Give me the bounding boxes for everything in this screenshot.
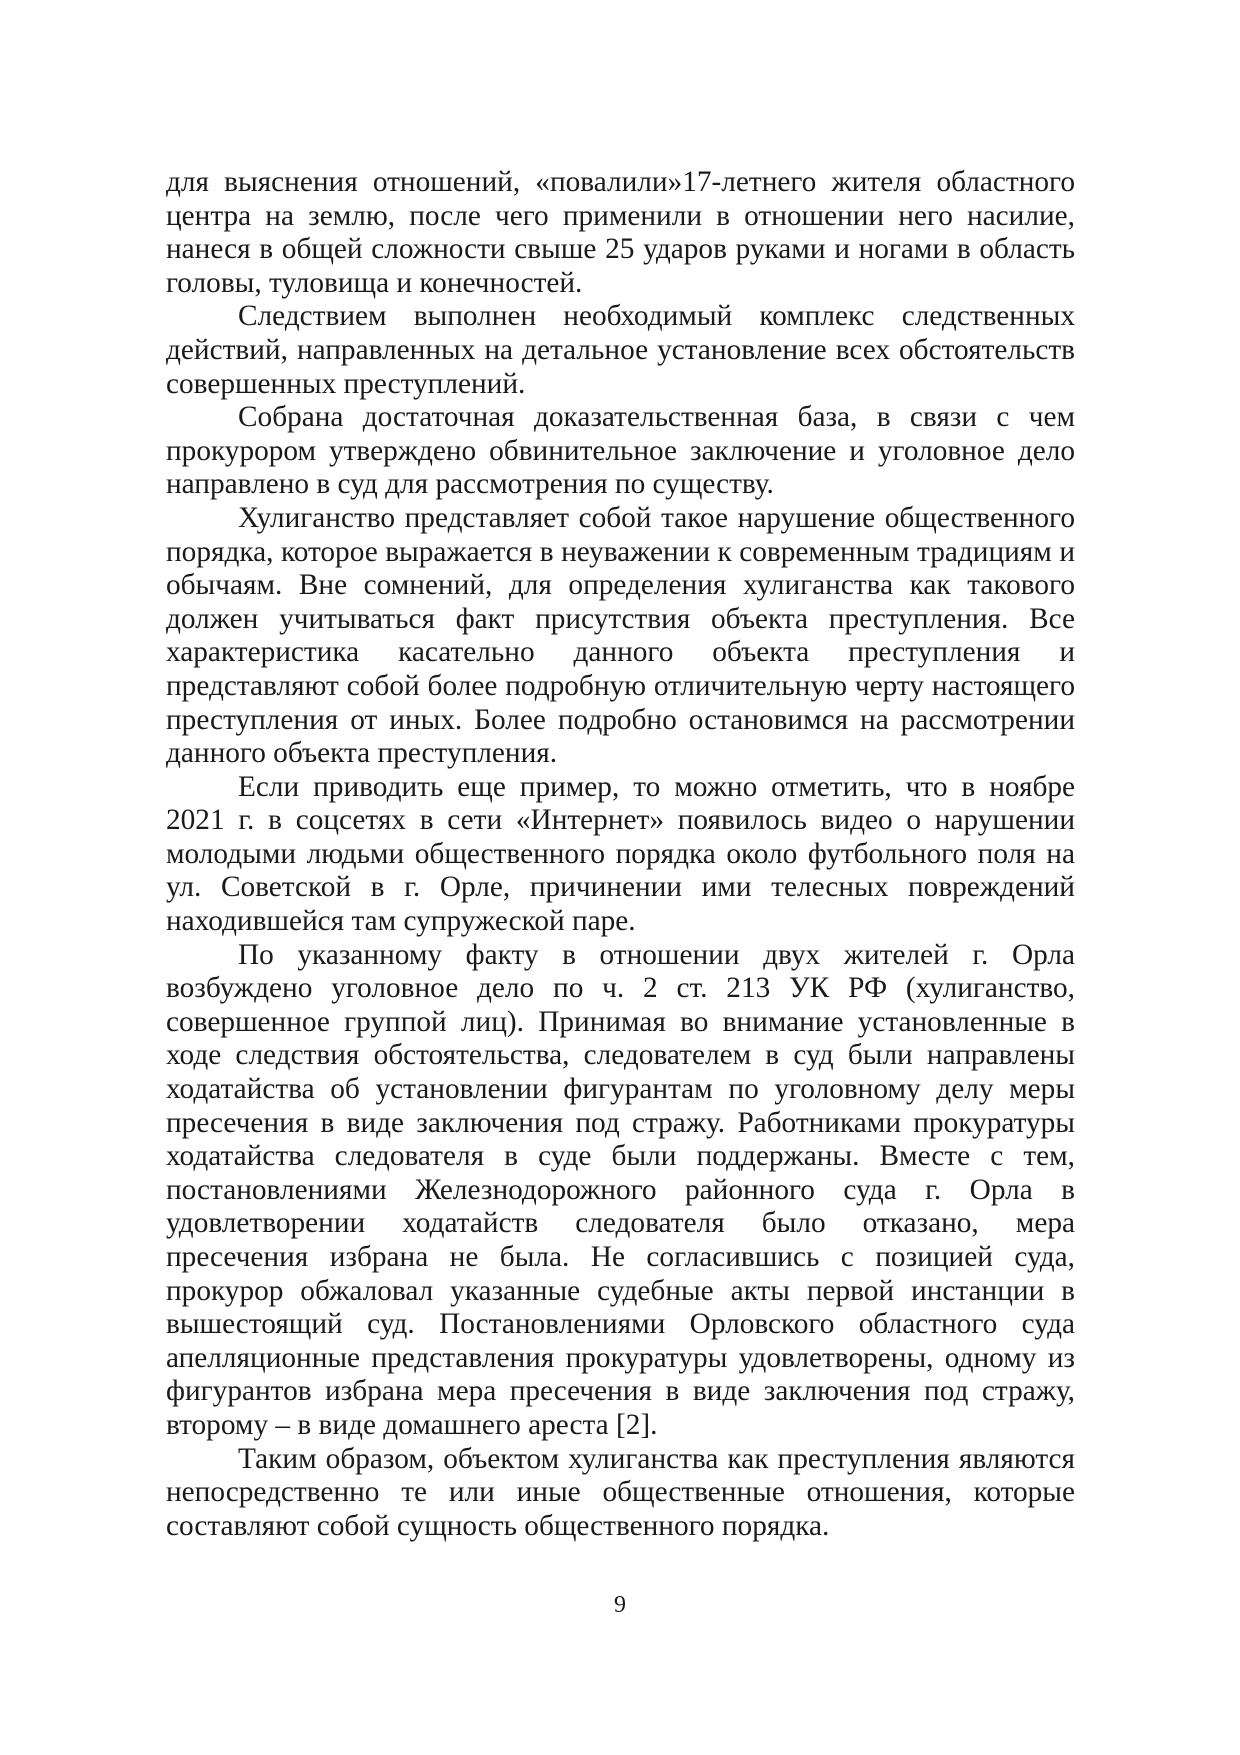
paragraph: Собрана достаточная доказательственная база, в связи с чем прокурором утверждено обвинительное заключение и уголовное дело направлено в суд для рассмотрения по существу. [166, 401, 1075, 501]
paragraph: По указанному факту в отношении двух жителей г. Орла возбуждено уголовное дело по ч. 2 ст. 213 УК РФ (хулиганство, совершенное группой лиц). Принимая во внимание установленные в ходе следствия обстоятельства, следователем в суд были направлены ходатайства об установлении фигурантам по уголовному делу меры пресечения в виде заключения под стражу. Работниками прокуратуры ходатайства следователя в суде были поддержаны. Вместе с тем, постановлениями Железнодорожного районного суда г. Орла в удовлетворении ходатайств следователя было отказано, мера пресечения избрана не была. Не согласившись с позицией суда, прокурор обжаловал указанные судебные акты первой инстанции в вышестоящий суд. Постановлениями Орловского областного суда апелляционные представления прокуратуры удовлетворены, одному из фигурантов избрана мера пресечения в виде заключения под стражу, второму – в виде домашнего ареста [2]. [166, 938, 1075, 1441]
paragraph-continuation: для выяснения отношений, «повалили»17-летнего жителя областного центра на землю, после чего применили в отношении него насилие, нанеся в общей сложности свыше 25 ударов руками и ногами в область головы, туловища и конечностей. [166, 166, 1075, 299]
paragraph: Если приводить еще пример, то можно отметить, что в ноябре 2021 г. в соцсетях в сети «Интернет» появилось видео о нарушении молодыми людьми общественного порядка около футбольного поля на ул. Советской в г. Орле, причинении ими телесных повреждений находившейся там супружеской паре. [166, 770, 1075, 938]
paragraph: Таким образом, объектом хулиганства как преступления являются непосредственно те или иные общественные отношения, которые составляют собой сущность общественного порядка. [166, 1442, 1075, 1542]
paragraph: Следствием выполнен необходимый комплекс следственных действий, направленных на детальное установление всех обстоятельств совершенных преступлений. [166, 300, 1075, 400]
body-text [166, 166, 1075, 1543]
paragraph: Хулиганство представляет собой такое нарушение общественного порядка, которое выражается в неуважении к современным традициям и обычаям. Вне сомнений, для определения хулиганства как такового должен учитываться факт присутствия объекта преступления. Все характеристика касательно данного объекта преступления и представляют собой более подробную отличительную черту настоящего преступления от иных. Более подробно остановимся на рассмотрении данного объекта преступления. [166, 501, 1075, 770]
page-number: 9 [614, 1592, 626, 1618]
